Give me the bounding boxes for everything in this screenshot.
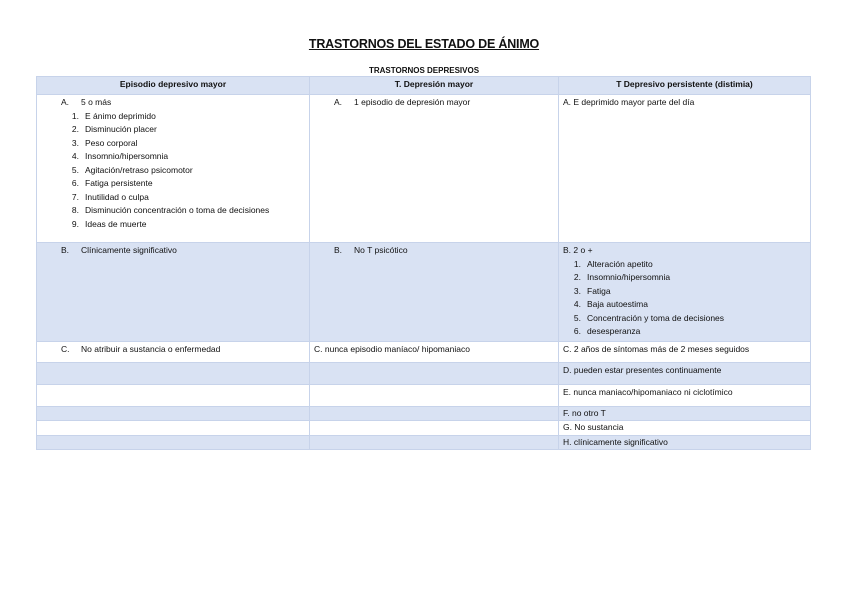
column-header-distimia: T Depresivo persistente (distimia): [559, 77, 811, 95]
criterion-text: A. E deprimido mayor parte del día: [563, 97, 695, 107]
table-row-e: [37, 384, 811, 406]
cell-episodio-a: [37, 95, 310, 243]
cell-distimia-b: [559, 243, 811, 342]
criterion-letter: A.: [61, 97, 70, 107]
criterion-text: C. 2 años de síntomas más de 2 meses seguidos: [563, 343, 750, 354]
criterion-text: D. pueden estar presentes continuamente: [563, 364, 722, 375]
table-header-row: [37, 77, 811, 95]
cell-depresion-h: [310, 435, 559, 450]
criterion-letter: B.: [334, 245, 343, 255]
list-item: 4. Baja autoestima: [573, 299, 648, 309]
criterion-letter: B.: [61, 245, 70, 255]
table-row-d: [37, 362, 811, 384]
cell-episodio-g: [37, 421, 310, 436]
list-item: 9. Ideas de muerte: [71, 218, 147, 229]
cell-distimia-e: [559, 384, 811, 406]
table-subtitle: TRASTORNOS DEPRESIVOS: [368, 66, 480, 75]
criterion-letter: A.: [334, 97, 343, 107]
column-header-depresion-mayor: T. Depresión mayor: [310, 77, 559, 95]
cell-episodio-c: [37, 341, 310, 362]
criterion-text: G. No sustancia: [563, 422, 624, 432]
criterion-text: 1 episodio de depresión mayor: [354, 97, 471, 107]
criterion-text: C. nunca episodio maníaco/ hipomaniaco: [314, 343, 470, 354]
symptom-list: [563, 258, 806, 339]
cell-distimia-d: [559, 362, 811, 384]
cell-distimia-a: [559, 95, 811, 243]
criterion-text: No T psicótico: [354, 245, 408, 255]
list-item: 1. E ánimo deprimido: [71, 110, 156, 121]
criterion-letter: C.: [61, 343, 70, 354]
table-row-g: [37, 421, 811, 436]
page-title: TRASTORNOS DEL ESTADO DE ÁNIMO: [308, 37, 540, 51]
cell-distimia-g: [559, 421, 811, 436]
cell-episodio-e: [37, 384, 310, 406]
table-row-a: [37, 95, 811, 243]
cell-episodio-d: [37, 362, 310, 384]
criterion-text: Clínicamente significativo: [81, 245, 177, 255]
table-row-c: [37, 341, 811, 362]
list-item: 6. Fatiga persistente: [71, 178, 153, 188]
list-item: 4. Insomnio/hipersomnia: [71, 151, 169, 161]
list-item: 5. Concentración y toma de decisiones: [573, 312, 725, 323]
criterion-text: F. no otro T: [563, 407, 606, 418]
column-header-episodio: Episodio depresivo mayor: [37, 77, 310, 95]
list-item: 5. Agitación/retraso psicomotor: [71, 164, 193, 175]
list-item: 2. Insomnio/hipersomnia: [573, 272, 671, 282]
cell-distimia-c: [559, 341, 811, 362]
cell-depresion-c: [310, 341, 559, 362]
criterion-text: No atribuir a sustancia o enfermedad: [81, 343, 221, 354]
table-row-h: [37, 435, 811, 450]
cell-depresion-d: [310, 362, 559, 384]
cell-distimia-f: [559, 406, 811, 421]
cell-episodio-b: [37, 243, 310, 342]
list-item: 1. Alteración apetito: [573, 258, 653, 269]
criterion-text: E. nunca maniaco/hipomaniaco ni ciclotímico: [563, 386, 733, 397]
list-item: 8. Disminución concentración o toma de decisiones: [71, 205, 270, 215]
cell-depresion-e: [310, 384, 559, 406]
criterion-text: B. 2 o +: [563, 245, 593, 255]
symptom-list: [61, 110, 305, 232]
cell-depresion-a: [310, 95, 559, 243]
list-item: 3. Peso corporal: [71, 137, 138, 148]
cell-depresion-g: [310, 421, 559, 436]
list-item: 2. Disminución placer: [71, 124, 157, 134]
list-item: 7. Inutilidad o culpa: [71, 191, 149, 202]
cell-depresion-f: [310, 406, 559, 421]
table-row-b: [37, 243, 811, 342]
cell-depresion-b: [310, 243, 559, 342]
cell-episodio-f: [37, 406, 310, 421]
criterion-text: 5 o más: [81, 97, 112, 107]
cell-episodio-h: [37, 435, 310, 450]
list-item: 6. desesperanza: [573, 326, 641, 336]
criteria-table: [36, 76, 811, 450]
cell-distimia-h: [559, 435, 811, 450]
criterion-text: H. clínicamente significativo: [563, 436, 668, 447]
list-item: 3. Fatiga: [573, 285, 611, 296]
table-row-f: [37, 406, 811, 421]
criterion-a-label: [61, 96, 305, 110]
